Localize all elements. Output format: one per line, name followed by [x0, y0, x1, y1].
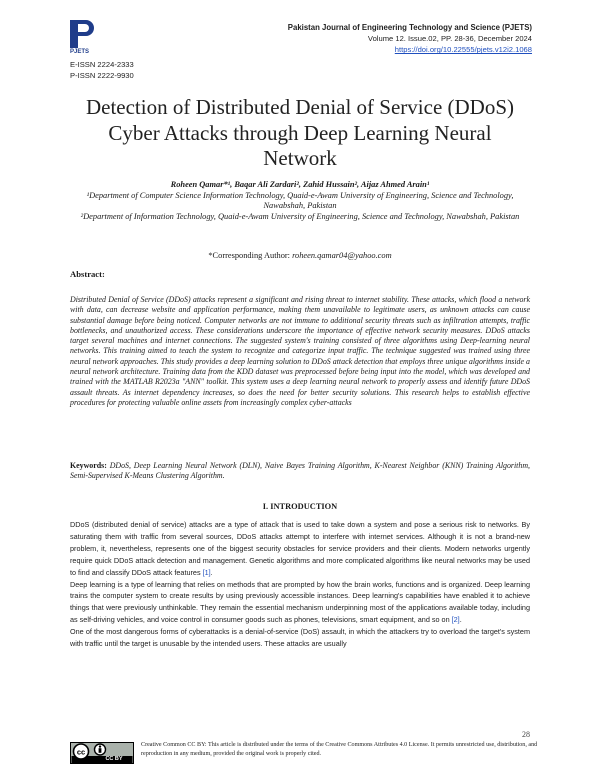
logo-text: PJETS — [70, 49, 90, 55]
journal-name: Pakistan Journal of Engineering Technology and Science (PJETS) — [287, 23, 532, 32]
svg-text:cc: cc — [76, 747, 86, 757]
license-text: Creative Common CC BY: This article is distributed under the terms of the Creative Commons Attributes 4.0 License. It permits unrestricted use, distribution, and reproduction in any medium, provided the original work is properly cited. — [141, 742, 538, 758]
doi-link[interactable]: https://doi.org/10.22555/pjets.v12i2.1068 — [394, 45, 532, 55]
paragraph-1-text: DDoS (distributed denial of service) attacks are a type of attack that is used to take down a system and pose a serious risk to networks. By saturating them with traffic from several sources, DDoS attacks attempt to interfere with internet services. Although it is not a brand-new problem, it, nevertheless, represents one of the biggest security obstacles for service providers and their clients. Modern networks urgently require quick DDoS attack detection and management. Genetic algorithms and more complicated algorithms like neural networks may be used to find and classify DDoS attack features — [70, 520, 530, 577]
keywords-block — [70, 461, 530, 482]
pissn: P-ISSN 2222-9930 — [70, 71, 134, 80]
cc-label: CC BY — [105, 756, 123, 762]
paragraph — [70, 579, 530, 627]
paragraph-1-end: . — [210, 567, 213, 577]
eissn: E-ISSN 2224-2333 — [70, 60, 134, 69]
abstract-text: Distributed Denial of Service (DDoS) attacks represent a significant and rising threat to internet stability. These attacks, which flood a network with data, can decrease website and application performance, making them unavailable to legitimate users, as unknown attacks can cause substantial damage before being noticed. Computer networks are not immune to additional security threats such as infiltration attempts, traffic bottlenecks, and unauthorized access. These considerations underscore the importance of effective network security measures. DDoS attacks target several machines and internet connections. The suggested system's training consisted of three algorithms using Deep-learning neural networks. This training aimed to teach the system to recognize and categorize input traffic. The technique suggested was trained using three neural network approaches. This study provides a deep learning solution to DDoS attack detection that employs three unique algorithms inside a neural network architecture. Training data from the KDD dataset was preprocessed before being input into the model, which was developed and trained with the MATLAB R2023a "ANN" toolkit. This system uses a deep learning neural network to properly assess and identify future DDoS assault threats. As internet dependency increases, so does the need for better security solutions. This research helps to establish effective procedures for protecting valuable online assets from increasingly complex cyber-attacks — [70, 295, 530, 407]
page-number: 28 — [522, 730, 530, 739]
corresponding-label: *Corresponding Author: — [208, 251, 291, 260]
author-block — [70, 180, 530, 222]
paragraph-3: One of the most dangerous forms of cyberattacks is a denial-of-service (DoS) assault, in which the attackers try to overload the target's system with traffic until the target is unusable by the intended users. These attacks are usually — [70, 627, 530, 649]
citation-1[interactable]: [1] — [202, 567, 211, 577]
paragraph-2-end: . — [459, 615, 462, 625]
corresponding-email[interactable]: roheen.qamar04@yahoo.com — [292, 251, 392, 260]
keywords-label: Keywords: — [70, 461, 107, 470]
issn-block — [70, 59, 134, 81]
keywords-text: DDoS, Deep Learning Neural Network (DLN), Naive Bayes Training Algorithm, K-Nearest Neighbor (KNN) Training Algorithm, Semi-Supervised K-Means Clustering Algorithm. — [70, 461, 530, 481]
paper-title: Detection of Distributed Denial of Service (DDoS) Cyber Attacks through Deep Learning Neural Network — [85, 95, 515, 170]
corresponding-author — [70, 251, 530, 260]
section-heading: I. INTRODUCTION — [262, 502, 338, 511]
body-text — [70, 519, 530, 650]
abstract-heading: Abstract: — [70, 269, 105, 279]
citation-2[interactable]: [2] — [451, 615, 460, 625]
author-list: Roheen Qamar*¹, Baqar Ali Zardari², Zahid Hussain², Aijaz Ahmed Arain¹ — [170, 180, 430, 189]
paragraph — [70, 519, 530, 579]
volume-info: Volume 12. Issue.02, PP. 28-36, December 2024 — [367, 34, 532, 44]
cc-by-badge — [70, 742, 134, 764]
paragraph-2-text: Deep learning is a type of learning that relies on methods that are prompted by how the brain works, functions and is organized. Deep learning trains the computer system to create results by using previously accessible instances. Deep learning's capabilities have enabled it to achieve things that were previously unthinkable. They remain the essential mechanism underpinning most of the applications available today, including as self-driving vehicles, and voice control in consumer goods such as phones, televisions, smart equipment, and so on — [70, 579, 530, 625]
journal-logo — [68, 18, 96, 58]
affiliation-2: ²Department of Information Technology, Quaid-e-Awam University of Engineering, Science and Technology, Nawabshah, Pakistan — [80, 211, 520, 221]
affiliation-1: ¹Department of Computer Science Information Technology, Quaid-e-Awam University of Engineering, Science and Technology, Nawabshah, Pakistan — [86, 190, 514, 211]
journal-info — [288, 22, 532, 56]
